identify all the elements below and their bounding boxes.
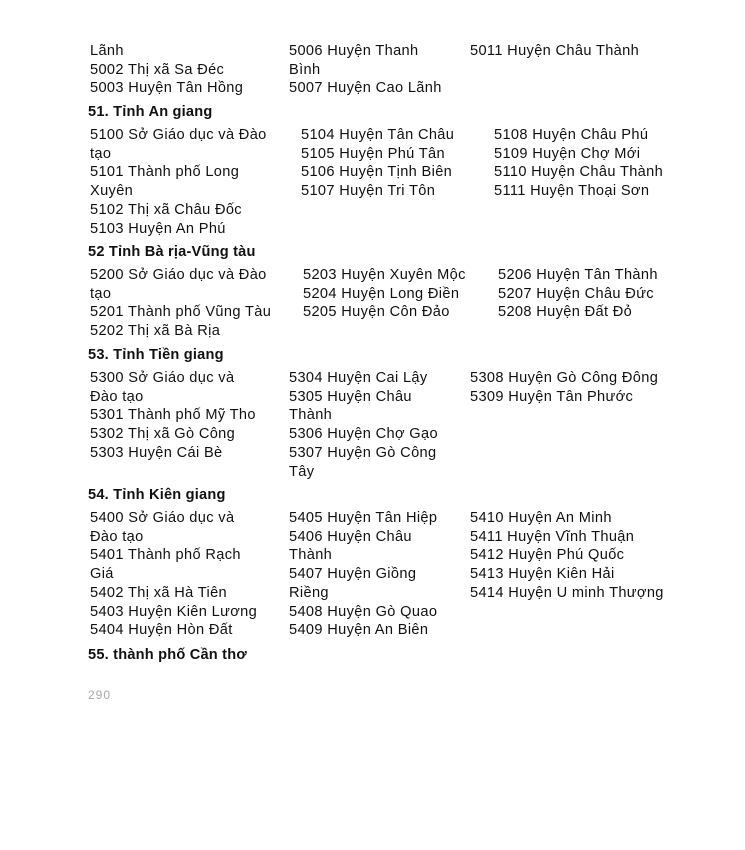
list-line: 5413 Huyện Kiên Hải bbox=[470, 566, 615, 583]
list-line: Xuyên bbox=[90, 183, 134, 200]
list-line: 5109 Huyện Chợ Mới bbox=[494, 145, 641, 162]
column-2 bbox=[289, 509, 437, 640]
list-line: 5111 Huyện Thoại Sơn bbox=[494, 183, 650, 200]
list-line: tạo bbox=[90, 285, 112, 302]
list-line: Bình bbox=[289, 61, 321, 78]
list-line: 5205 Huyện Côn Đảo bbox=[303, 304, 450, 321]
list-line: 5405 Huyện Tân Hiệp bbox=[289, 510, 438, 526]
list-line: Giá bbox=[90, 566, 114, 583]
section-continuation bbox=[88, 42, 688, 102]
list-line: 5309 Huyện Tân Phước bbox=[470, 388, 634, 405]
list-line: 5110 Huyện Châu Thành bbox=[494, 164, 664, 181]
list-line: 5407 Huyện Giồng bbox=[289, 566, 417, 583]
section-heading-52: 52 Tỉnh Bà rịa-Vũng tàu bbox=[88, 244, 256, 260]
list-line: Đào tạo bbox=[90, 388, 144, 405]
list-line: 5402 Thị xã Hà Tiên bbox=[90, 584, 227, 601]
list-line: 5203 Huyện Xuyên Mộc bbox=[303, 267, 466, 283]
list-line: Thành bbox=[289, 407, 333, 424]
list-line: 5300 Sở Giáo dục và bbox=[90, 370, 235, 386]
list-line: 5404 Huyện Hòn Đất bbox=[90, 622, 233, 639]
section-heading-54: 54. Tỉnh Kiên giang bbox=[88, 487, 226, 503]
page-number: 290 bbox=[88, 688, 112, 702]
list-line: 5003 Huyện Tân Hồng bbox=[90, 80, 244, 97]
list-line: 5411 Huyện Vĩnh Thuận bbox=[470, 528, 635, 545]
list-line: 5301 Thành phố Mỹ Tho bbox=[90, 407, 256, 424]
list-line: Đào tạo bbox=[90, 528, 144, 545]
column-1 bbox=[90, 126, 267, 238]
section-53 bbox=[88, 369, 688, 484]
column-3 bbox=[470, 509, 664, 603]
list-line: 5202 Thị xã Bà Rịa bbox=[90, 323, 221, 340]
list-line: 5308 Huyện Gò Công Đông bbox=[470, 370, 659, 386]
section-heading-53: 53. Tỉnh Tiền giang bbox=[88, 347, 224, 363]
list-line: 5303 Huyện Cái Bè bbox=[90, 444, 223, 461]
list-line: 5410 Huyện An Minh bbox=[470, 510, 612, 526]
list-line: 5307 Huyện Gò Công bbox=[289, 444, 437, 461]
list-line: 5108 Huyện Châu Phú bbox=[494, 127, 649, 143]
list-line: 5204 Huyện Long Điền bbox=[303, 285, 460, 302]
column-3 bbox=[470, 42, 639, 61]
column-1 bbox=[90, 369, 256, 463]
section-51 bbox=[88, 126, 688, 241]
list-line: 5207 Huyện Châu Đức bbox=[498, 285, 654, 302]
list-line: 5414 Huyện U minh Thượng bbox=[470, 584, 664, 601]
list-line: 5406 Huyện Châu bbox=[289, 528, 412, 545]
column-1 bbox=[90, 42, 243, 98]
list-line: Tây bbox=[289, 463, 315, 480]
list-line: 5401 Thành phố Rạch bbox=[90, 547, 241, 564]
list-line: Lãnh bbox=[90, 43, 124, 59]
list-line: Riềng bbox=[289, 584, 329, 601]
list-line: 5102 Thị xã Châu Đốc bbox=[90, 201, 242, 218]
list-line: 5306 Huyện Chợ Gạo bbox=[289, 426, 438, 443]
list-line: 5104 Huyện Tân Châu bbox=[301, 127, 455, 143]
list-line: 5201 Thành phố Vũng Tàu bbox=[90, 304, 272, 321]
column-2 bbox=[303, 266, 466, 322]
list-line: 5208 Huyện Đất Đỏ bbox=[498, 304, 633, 321]
list-line: 5103 Huyện An Phú bbox=[90, 220, 226, 237]
column-2 bbox=[289, 369, 438, 481]
list-line: 5002 Thị xã Sa Đéc bbox=[90, 61, 225, 78]
section-heading-55: 55. thành phố Cần thơ bbox=[88, 647, 247, 663]
list-line: Thành bbox=[289, 547, 333, 564]
list-line: 5101 Thành phố Long bbox=[90, 164, 240, 181]
list-line: 5305 Huyện Châu bbox=[289, 388, 412, 405]
list-line: tạo bbox=[90, 145, 112, 162]
section-54 bbox=[88, 509, 688, 644]
list-line: 5105 Huyện Phú Tân bbox=[301, 145, 445, 162]
list-line: 5011 Huyện Châu Thành bbox=[470, 43, 640, 59]
list-line: 5400 Sở Giáo dục và bbox=[90, 510, 235, 526]
list-line: 5200 Sở Giáo dục và Đào bbox=[90, 267, 267, 283]
list-line: 5006 Huyện Thanh bbox=[289, 43, 419, 59]
list-line: 5302 Thị xã Gò Công bbox=[90, 426, 236, 443]
list-line: 5412 Huyện Phú Quốc bbox=[470, 547, 625, 564]
column-3 bbox=[470, 369, 658, 406]
list-line: 5107 Huyện Tri Tôn bbox=[301, 183, 436, 200]
column-2 bbox=[301, 126, 454, 201]
column-2 bbox=[289, 42, 442, 98]
list-line: 5106 Huyện Tịnh Biên bbox=[301, 164, 453, 181]
column-1 bbox=[90, 266, 271, 341]
column-1 bbox=[90, 509, 257, 640]
column-3 bbox=[498, 266, 658, 322]
list-line: 5206 Huyện Tân Thành bbox=[498, 267, 658, 283]
list-line: 5408 Huyện Gò Quao bbox=[289, 603, 438, 620]
list-line: 5100 Sở Giáo dục và Đào bbox=[90, 127, 267, 143]
list-line: 5304 Huyện Cai Lậy bbox=[289, 370, 428, 386]
list-line: 5007 Huyện Cao Lãnh bbox=[289, 80, 442, 97]
column-3 bbox=[494, 126, 663, 201]
section-heading-51: 51. Tỉnh An giang bbox=[88, 104, 213, 120]
section-52 bbox=[88, 266, 688, 344]
list-line: 5409 Huyện An Biên bbox=[289, 622, 429, 639]
list-line: 5403 Huyện Kiên Lương bbox=[90, 603, 258, 620]
